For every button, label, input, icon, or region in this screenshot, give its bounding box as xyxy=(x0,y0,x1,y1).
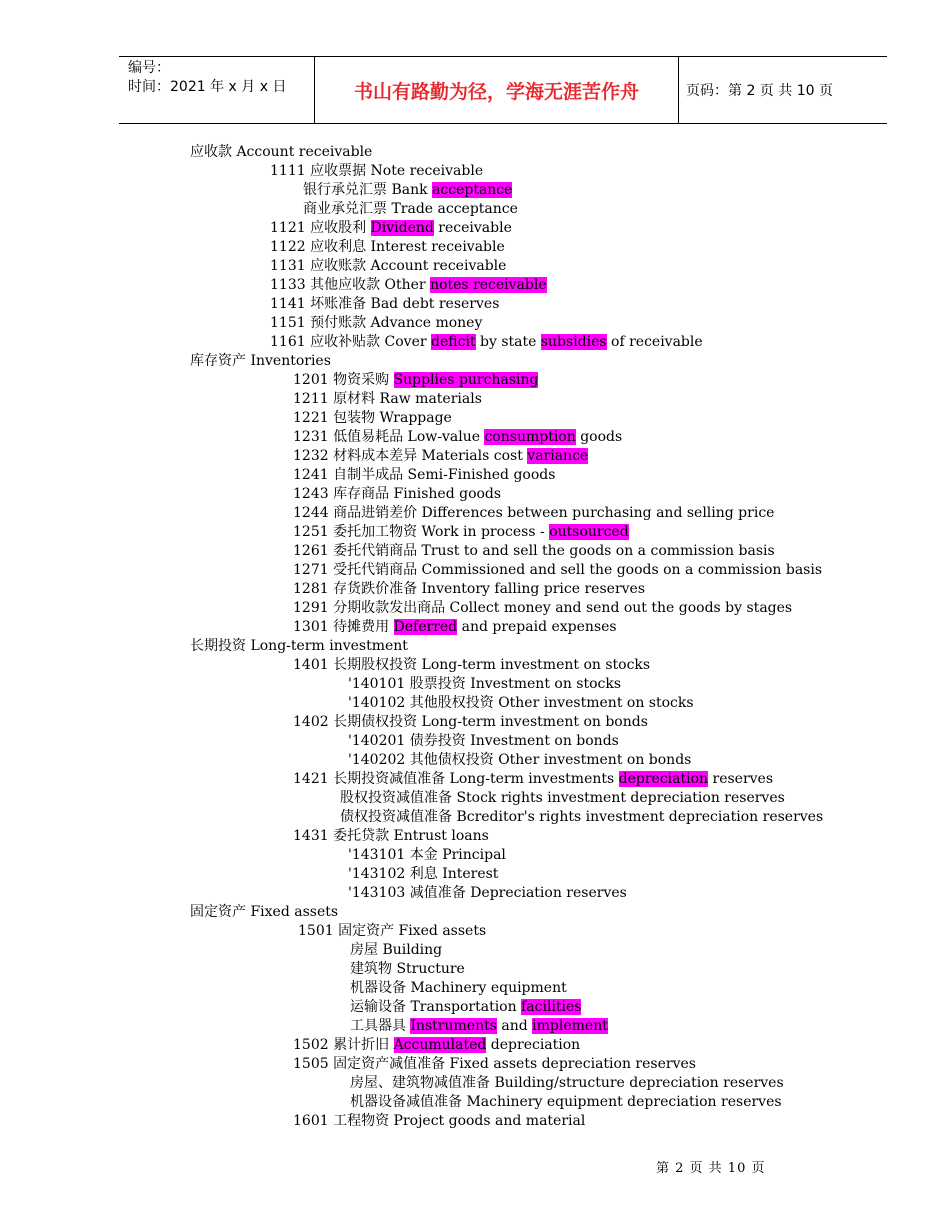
time-label: 时间：2021 年 x 月 x 日 xyxy=(128,79,287,95)
line-text: 1211 原材料 Raw materials xyxy=(293,391,482,407)
line-text: 1232 材料成本差异 Materials cost xyxy=(293,448,528,464)
highlighted-term: consumption xyxy=(484,429,576,445)
account-line xyxy=(270,238,505,257)
account-line xyxy=(340,789,785,808)
line-text: 商业承兑汇票 Trade acceptance xyxy=(303,201,518,217)
line-text: 工具器具 xyxy=(350,1018,411,1034)
line-text: 1402 长期债权投资 Long-term investment on bonds xyxy=(293,714,648,730)
line-text: 1271 受托代销商品 Commissioned and sell the goods on a commission basis xyxy=(293,562,823,578)
line-text: receivable xyxy=(433,220,512,236)
highlighted-term: implement xyxy=(532,1018,608,1034)
line-text: 1111 应收票据 Note receivable xyxy=(270,163,484,179)
line-text: '140102 其他股权投资 Other investment on stocks xyxy=(348,695,694,711)
line-text: goods xyxy=(575,429,623,445)
line-text: 1501 固定资产 Fixed assets xyxy=(298,923,487,939)
account-line xyxy=(293,618,617,637)
line-text: 1601 工程物资 Project goods and material xyxy=(293,1113,586,1129)
line-text: 银行承兑汇票 Bank xyxy=(303,182,433,198)
page-header xyxy=(119,56,887,124)
line-text: of receivable xyxy=(606,334,703,350)
account-line xyxy=(293,1112,585,1131)
line-text: 房屋、建筑物减值准备 Building/structure depreciation reserves xyxy=(350,1075,784,1091)
line-text: '140101 股票投资 Investment on stocks xyxy=(348,676,622,692)
account-line xyxy=(270,295,499,314)
account-line xyxy=(190,143,372,162)
account-line xyxy=(270,162,483,181)
line-text: 房屋 Building xyxy=(350,942,443,958)
line-text: '140201 债券投资 Investment on bonds xyxy=(348,733,619,749)
account-line xyxy=(350,1074,784,1093)
line-text: 1431 委托贷款 Entrust loans xyxy=(293,828,489,844)
account-line xyxy=(348,675,621,694)
line-text: 1421 长期投资减值准备 Long-term investments xyxy=(293,771,619,787)
account-line xyxy=(350,941,442,960)
line-text: 股权投资减值准备 Stock rights investment depreciation reserves xyxy=(340,790,785,806)
highlighted-term: notes receivable xyxy=(430,277,547,293)
account-line xyxy=(293,542,775,561)
line-text: 1151 预付账款 Advance money xyxy=(270,315,483,331)
highlighted-term: subsidies xyxy=(540,334,607,350)
line-text: and xyxy=(496,1018,533,1034)
line-text: '143103 减值准备 Depreciation reserves xyxy=(348,885,627,901)
account-line xyxy=(270,276,547,295)
account-line xyxy=(350,998,581,1017)
line-text: 库存资产 Inventories xyxy=(190,353,331,369)
highlighted-term: Accumulated xyxy=(393,1037,487,1053)
line-text: 1291 分期收款发出商品 Collect money and send out the goods by stages xyxy=(293,600,793,616)
highlighted-term: depreciation xyxy=(618,771,709,787)
highlighted-term: facilities xyxy=(521,999,582,1015)
account-line xyxy=(293,1036,580,1055)
line-text: 1133 其他应收款 Other xyxy=(270,277,431,293)
account-line xyxy=(293,447,588,466)
line-text: 机器设备减值准备 Machinery equipment depreciation reserves xyxy=(350,1094,782,1110)
account-line xyxy=(293,561,822,580)
highlighted-term: variance xyxy=(527,448,589,464)
account-line xyxy=(293,409,452,428)
line-text: 运输设备 Transportation xyxy=(350,999,522,1015)
account-line xyxy=(293,827,489,846)
line-text: depreciation xyxy=(486,1037,581,1053)
account-line xyxy=(303,200,518,219)
account-line xyxy=(293,504,774,523)
line-text: 1301 待摊费用 xyxy=(293,619,394,635)
account-line xyxy=(350,979,567,998)
line-text: 1243 库存商品 Finished goods xyxy=(293,486,502,502)
line-text: '140202 其他债权投资 Other investment on bonds xyxy=(348,752,692,768)
line-text: 1502 累计折旧 xyxy=(293,1037,394,1053)
line-text: 机器设备 Machinery equipment xyxy=(350,980,567,996)
line-text: and prepaid expenses xyxy=(457,619,617,635)
line-text: 1505 固定资产减值准备 Fixed assets depreciation reserves xyxy=(293,1056,696,1072)
line-text: 1401 长期股权投资 Long-term investment on stocks xyxy=(293,657,651,673)
line-text: 建筑物 Structure xyxy=(350,961,465,977)
header-page-info: 页码：第 2 页 共 10 页 xyxy=(686,83,833,99)
account-line xyxy=(348,694,694,713)
account-line xyxy=(348,732,619,751)
account-line xyxy=(293,713,648,732)
account-line xyxy=(350,960,465,979)
line-text: 债权投资减值准备 Bcreditor's rights investment depreciation reserves xyxy=(340,809,824,825)
line-text: 应收款 Account receivable xyxy=(190,144,373,160)
line-text: 1161 应收补贴款 Cover xyxy=(270,334,432,350)
line-text: 1201 物资采购 xyxy=(293,372,394,388)
highlighted-term: outsourced xyxy=(549,524,629,540)
account-line xyxy=(348,865,498,884)
account-line xyxy=(293,485,501,504)
page-footer: 第 2 页 共 10 页 xyxy=(656,1161,766,1176)
line-text: 固定资产 Fixed assets xyxy=(190,904,339,920)
line-text: 1131 应收账款 Account receivable xyxy=(270,258,507,274)
account-line xyxy=(340,808,823,827)
line-text: 1231 低值易耗品 Low-value xyxy=(293,429,485,445)
account-line xyxy=(293,599,792,618)
line-text: 1251 委托加工物资 Work in process - xyxy=(293,524,550,540)
account-line xyxy=(293,390,482,409)
line-text: 1281 存货跌价准备 Inventory falling price reserves xyxy=(293,581,646,597)
account-line xyxy=(293,580,645,599)
account-line xyxy=(293,770,773,789)
highlighted-term: Supplies purchasing xyxy=(393,372,539,388)
header-motto: 书山有路勤为径，学海无涯苦作舟 xyxy=(314,57,679,123)
line-text: 1141 坏账准备 Bad debt reserves xyxy=(270,296,500,312)
account-line xyxy=(348,751,691,770)
line-text: 长期投资 Long-term investment xyxy=(190,638,408,654)
account-line xyxy=(293,656,650,675)
line-text: 1121 应收股利 xyxy=(270,220,371,236)
line-text: 1221 包装物 Wrappage xyxy=(293,410,452,426)
account-line xyxy=(190,637,408,656)
account-line xyxy=(270,333,703,352)
account-line xyxy=(270,257,506,276)
line-text: 1244 商品进销差价 Differences between purchasing and selling price xyxy=(293,505,775,521)
line-text: '143101 本金 Principal xyxy=(348,847,506,863)
number-label: 编号： xyxy=(128,60,170,76)
highlighted-term: Instruments xyxy=(410,1018,497,1034)
highlighted-term: acceptance xyxy=(432,182,513,198)
account-line xyxy=(293,466,555,485)
account-line xyxy=(293,371,538,390)
account-line xyxy=(270,219,512,238)
account-line xyxy=(298,922,486,941)
line-text: 1122 应收利息 Interest receivable xyxy=(270,239,505,255)
highlighted-term: deficit xyxy=(431,334,476,350)
header-meta xyxy=(119,57,314,123)
account-line xyxy=(190,352,331,371)
line-text: reserves xyxy=(708,771,774,787)
account-line xyxy=(350,1093,782,1112)
line-text: by state xyxy=(475,334,541,350)
account-line xyxy=(190,903,338,922)
line-text: 1241 自制半成品 Semi-Finished goods xyxy=(293,467,556,483)
account-line xyxy=(348,846,506,865)
account-line xyxy=(350,1017,608,1036)
highlighted-term: Deferred xyxy=(393,619,458,635)
account-line xyxy=(293,1055,696,1074)
highlighted-term: Dividend xyxy=(370,220,434,236)
account-line xyxy=(293,523,629,542)
line-text: '143102 利息 Interest xyxy=(348,866,499,882)
line-text: 1261 委托代销商品 Trust to and sell the goods on a commission basis xyxy=(293,543,775,559)
account-line xyxy=(303,181,512,200)
account-line xyxy=(348,884,627,903)
account-line xyxy=(270,314,482,333)
account-line xyxy=(293,428,622,447)
